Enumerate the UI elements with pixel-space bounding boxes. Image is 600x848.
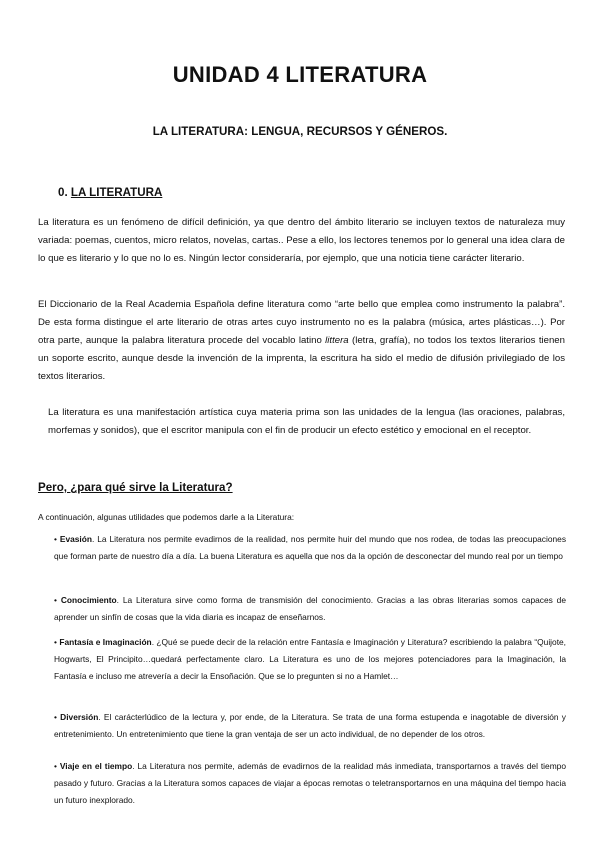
item-term: Viaje en el tiempo	[59, 761, 133, 771]
bullet: •	[54, 534, 57, 544]
page-subtitle: LA LITERATURA: LENGUA, RECURSOS Y GÉNEROS.	[152, 125, 448, 138]
item-text: . La Literatura sirve como forma de transmisión del conocimiento. Gracias a las obras literarias somos capaces de aprender un sinfín de cosas que la vida diaria es incapaz de enseñarnos.	[54, 595, 566, 622]
list-item-conocimiento	[54, 592, 566, 626]
item-term: Evasión	[59, 534, 92, 544]
list-item-diversion	[54, 709, 566, 743]
definition-paragraph: La literatura es una manifestación artística cuya materia prima son las unidades de la lengua (las oraciones, palabras, morfemas y sonidos), que el escritor manipula con el fin de producir un efecto estético y emocional en el receptor.	[48, 407, 565, 436]
list-item-fantasia	[54, 634, 566, 684]
bullet: •	[54, 761, 57, 771]
page-title: UNIDAD 4 LITERATURA	[172, 62, 428, 87]
section-heading-literatura	[58, 186, 162, 199]
bullet: •	[54, 595, 57, 605]
bullet: •	[54, 637, 57, 647]
item-text: . La Literatura nos permite evadirnos de la realidad, nos permite huir del mundo que nos rodea, de todas las preocupaciones que forman parte de nuestro día a día. La buena Literatura es aquella que nos da la opción de desconectar del mundo real por un tiempo	[54, 534, 567, 561]
item-text: . El carácterlúdico de la lectura y, por ende, de la Literatura. Se trata de una forma estupenda e inagotable de diversión y entretenimiento. Un entretenimiento que tiene la gran ventaja de ser un acto individual, de no depender de los otros.	[54, 712, 566, 739]
section-heading-para-que-sirve: Pero, ¿para qué sirve la Literatura?	[38, 481, 233, 494]
item-term: Fantasía e Imaginación	[59, 637, 152, 647]
item-term: Conocimiento	[60, 595, 117, 605]
list-item-evasion	[54, 531, 566, 565]
section-number: 0.	[58, 186, 71, 199]
list-intro: A continuación, algunas utilidades que podemos darle a la Literatura:	[38, 512, 295, 522]
paragraph-rae-part2: (letra, grafía), no todos los textos literarios tienen un soporte escrito, aunque desde la invención de la imprenta, la escritura ha sido el medio de difusión privilegiado de los textos literarios.	[38, 335, 565, 382]
bullet: •	[54, 712, 57, 722]
paragraph-rae-part1: El Diccionario de la Real Academia Española define literatura como “arte bello que emplea como instrumento la palabra”. De esta forma distingue el arte literario de otras artes cuyo instrumento no es la palabra (música, artes plásticas…). Por otra parte, aunque la palabra literatura procede del vocablo latino	[38, 299, 565, 346]
paragraph-definition-intro: La literatura es un fenómeno de difícil definición, ya que dentro del ámbito literario se incluyen textos de naturaleza muy variada: poemas, cuentos, micro relatos, novelas, cartas.. Pese a ello, los lectores tenemos por lo general una idea clara de lo que es literario y lo que no lo es. Ningún lector consideraría, por ejemplo, que una noticia tiene carácter literario.	[38, 217, 565, 264]
latin-word: littera	[325, 335, 349, 346]
item-text: . La Literatura nos permite, además de evadirnos de la realidad más inmediata, transportarnos a través del tiempo pasado y futuro. Gracias a la Literatura somos capaces de viajar a épocas remotas o teletransportarnos en una máquina del tiempo hacia un futuro inexplorado.	[54, 761, 566, 805]
paragraph-rae	[38, 296, 565, 386]
section-title: LA LITERATURA	[70, 186, 163, 199]
item-text: . ¿Qué se puede decir de la relación entre Fantasía e Imaginación y Literatura? escribiendo la palabra “Quijote, Hogwarts, El Principito…quedará perfectamente claro. La Literatura es uno de los mejores potenciadores para la Imaginación, la Fantasía e incluso me atrevería a decir la Ensoñación. Que se lo pregunten si no a Hamlet…	[54, 637, 567, 681]
list-item-viaje	[54, 758, 566, 808]
item-term: Diversión	[60, 712, 99, 722]
